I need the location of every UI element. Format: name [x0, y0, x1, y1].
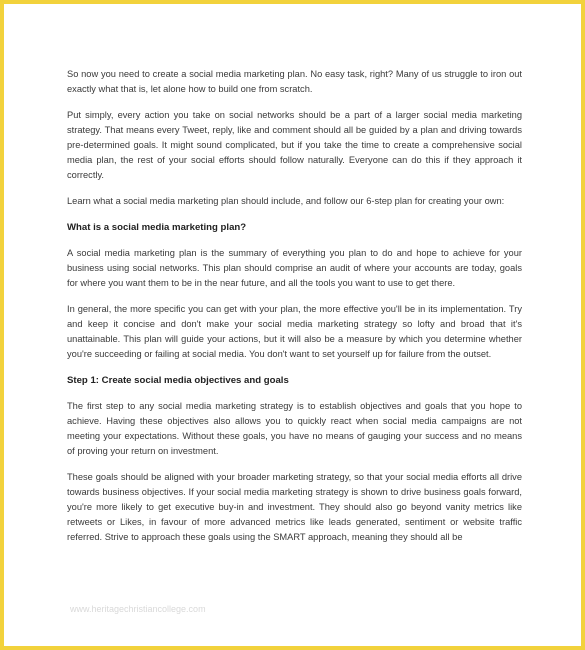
paragraph-first-step: The first step to any social media marketing strategy is to establish objectives and goals that you hope to achieve. Having these objectives also allows you to quickly react when social media campaigns are not meeting your expectations. Without these goals, you have no means of gauging your success and no means of proving your return on investment. — [67, 401, 522, 456]
heading-step-1: Step 1: Create social media objectives and goals — [67, 375, 289, 386]
heading-what-is-plan: What is a social media marketing plan? — [67, 222, 247, 233]
paragraph-specificity: In general, the more specific you can get with your plan, the more effective you'll be in its implementation. Try and keep it concise and don't make your social media marketing strategy so lofty and broad that it's unattainable. This plan will guide your actions, but it will also be a measure by which you determine whether you're succeeding or failing at social media. You don't want to set yourself up for failure from the outset. — [67, 304, 522, 359]
paragraph-definition: A social media marketing plan is the summary of everything you plan to do and hope to achieve for your business using social networks. This plan should comprise an audit of where your accounts are today, goals for where you want them to be in the near future, and all the tools you want to use to get there. — [67, 248, 522, 288]
paragraph-learn: Learn what a social media marketing plan should include, and follow our 6-step plan for creating your own: — [67, 196, 505, 206]
paragraph-goals-alignment: These goals should be aligned with your broader marketing strategy, so that your social media efforts all drive towards business objectives. If your social media marketing strategy is shown to drive business goals forward, you're more likely to get executive buy-in and investment. They should also go beyond vanity metrics like retweets or Likes, in favour of more advanced metrics like leads generated, sentiment or website traffic referred. Strive to approach these goals using the SMART approach, meaning they should all be — [67, 472, 522, 542]
watermark-text: www.heritagechristiancollege.com — [70, 604, 206, 614]
paragraph-strategy: Put simply, every action you take on social networks should be a part of a larger social media marketing strategy. That means every Tweet, reply, like and comment should all be guided by a plan and driving towards pre-determined goals. It might sound complicated, but if you take the time to create a comprehensive social media plan, the rest of your social efforts should follow naturally. Everyone can do this if they approach it correctly. — [67, 110, 522, 180]
paragraph-intro: So now you need to create a social media marketing plan. No easy task, right? Many of us struggle to iron out exactly what that is, let alone how to build one from scratch. — [67, 69, 522, 94]
document-body — [67, 67, 522, 556]
